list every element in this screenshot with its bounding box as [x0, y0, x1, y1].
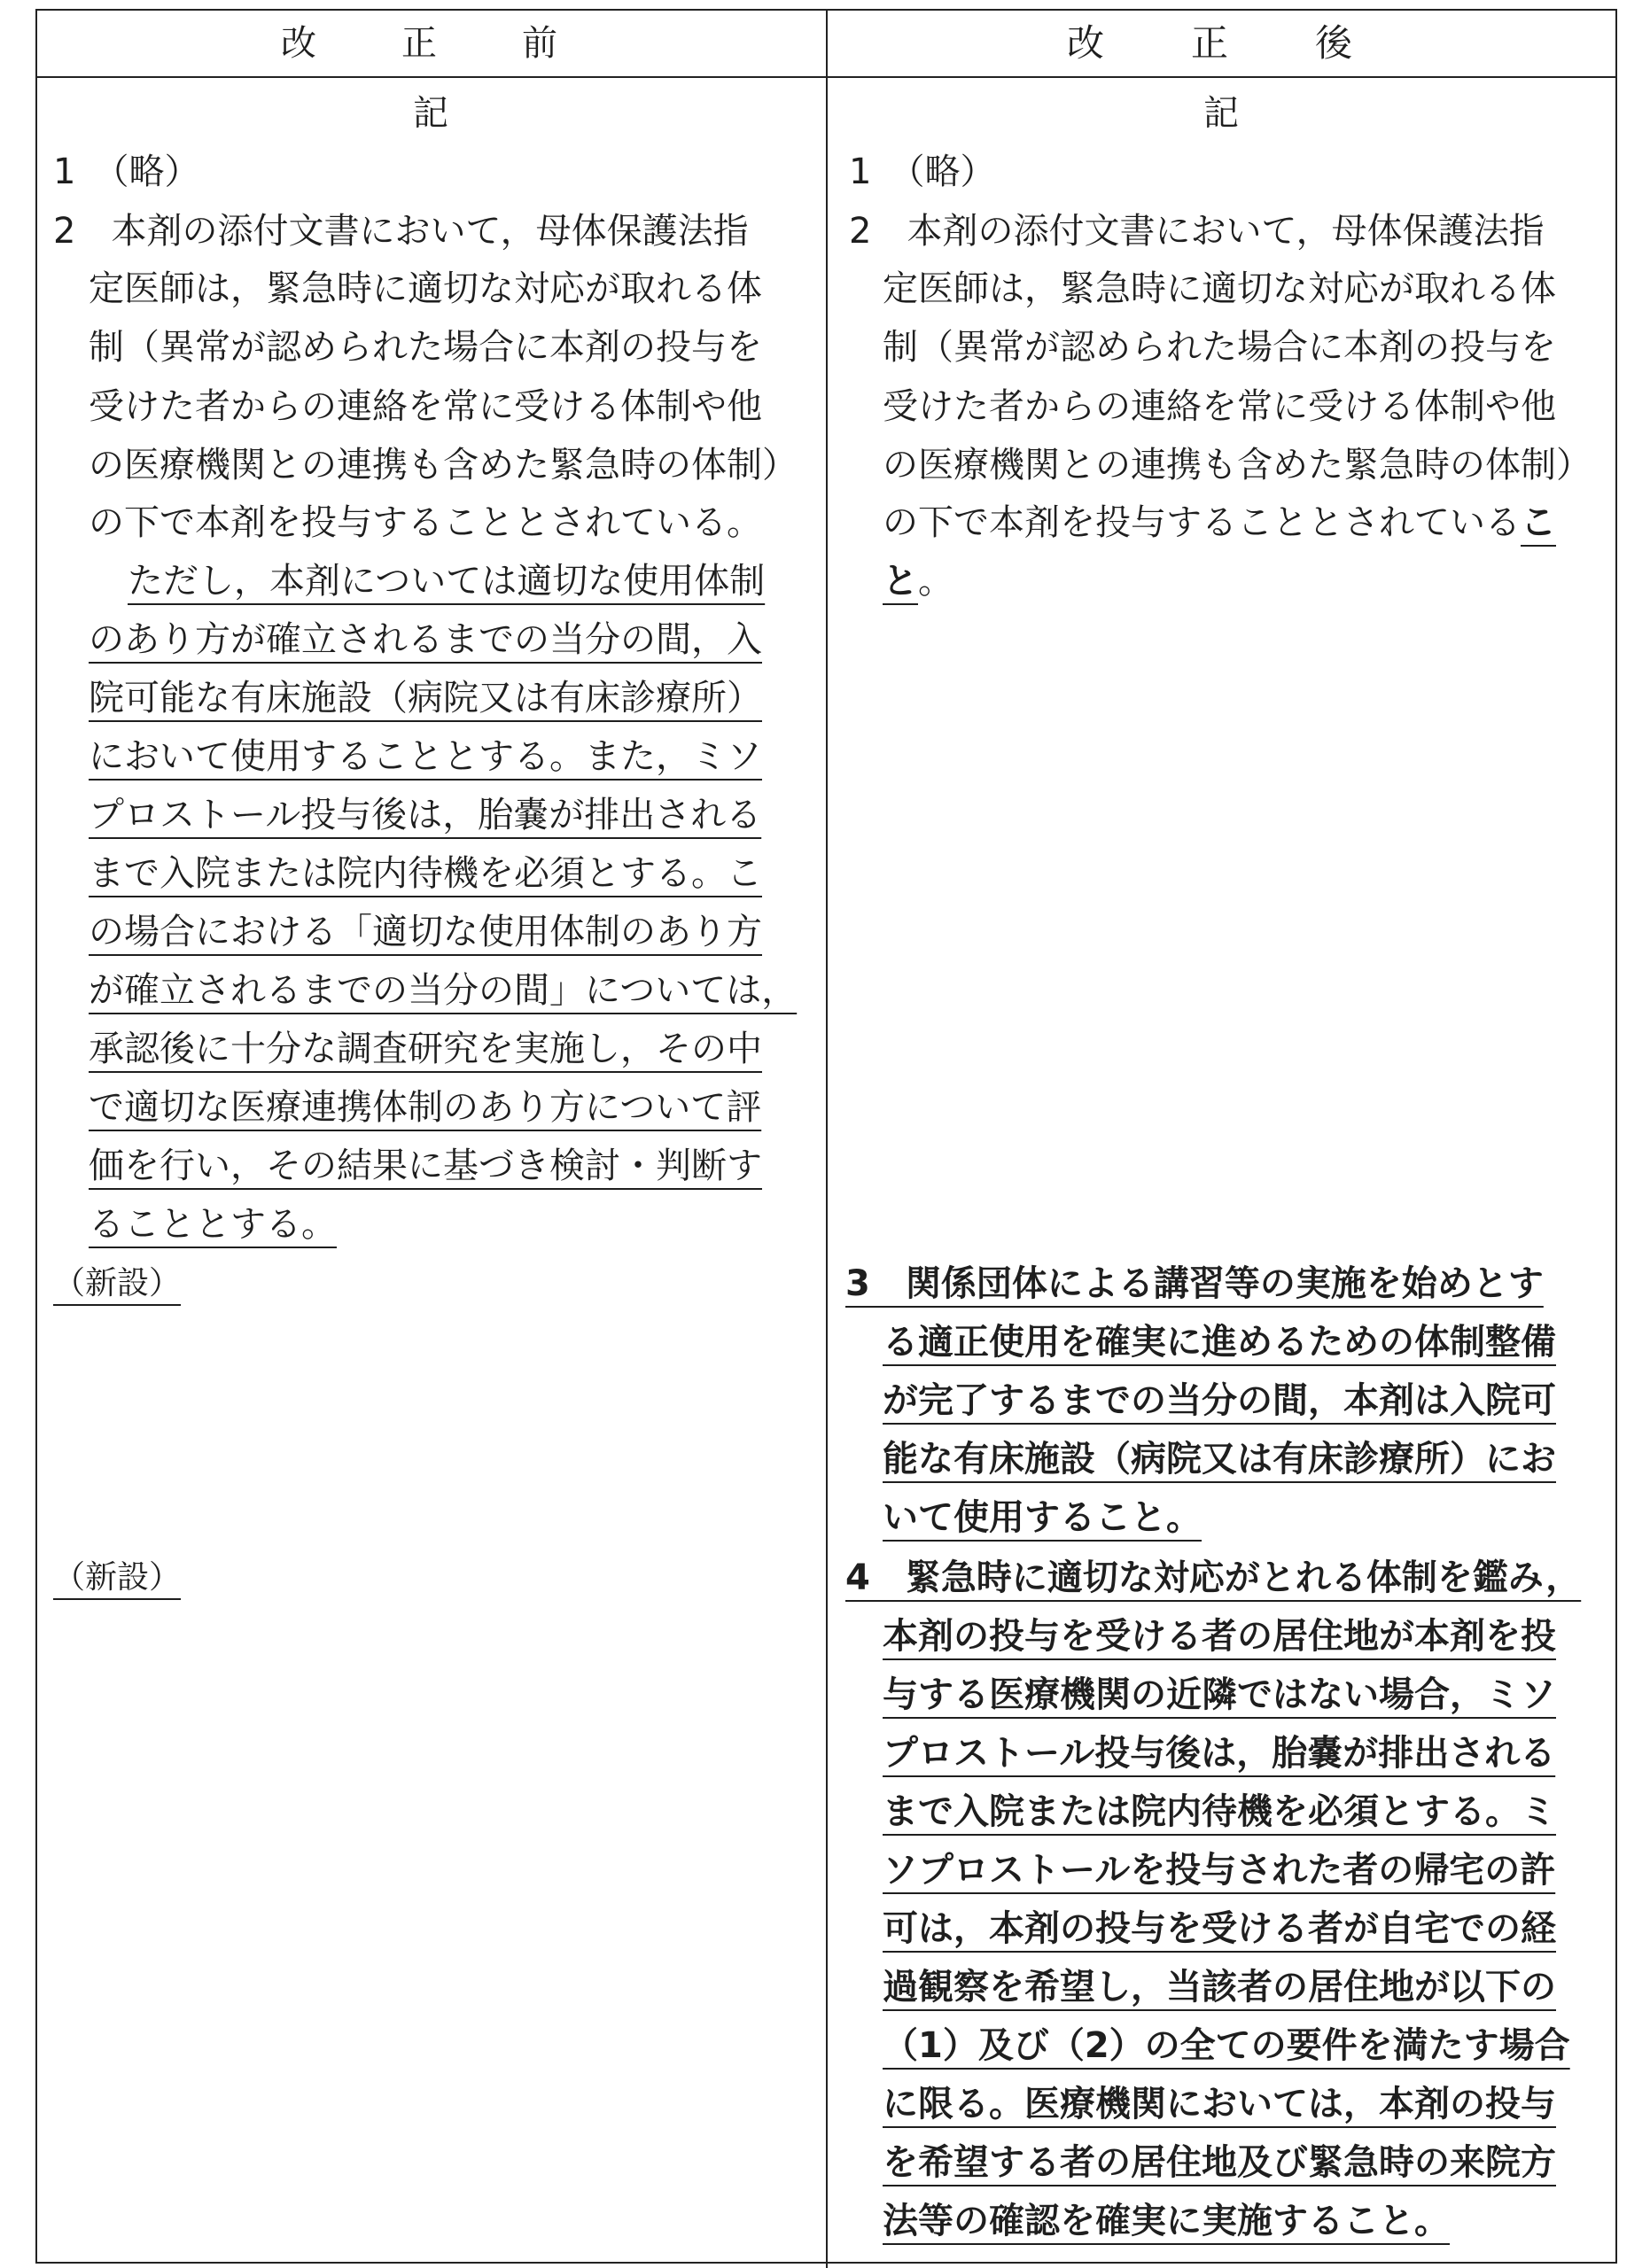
before-item2-line: 定医師は，緊急時に適切な対応が取れる体: [89, 268, 762, 309]
header-before: 改 正 前: [281, 23, 582, 64]
before-new-item4: （新設）: [53, 1559, 182, 1596]
before-proviso-line: ることとする。: [89, 1204, 337, 1245]
before-new-item3: （新設）: [53, 1265, 182, 1301]
after-item2-line: の医療機関との連携も含めた緊急時の体制）: [883, 445, 1592, 485]
after-item2-last-ul: こ: [1521, 502, 1556, 543]
header-after: 改 正 後: [1066, 21, 1377, 65]
before-item2-line: の下で本剤を投与することとされている。: [89, 502, 762, 543]
before-proviso-line: で適切な医療連携体制のあり方について評: [89, 1087, 762, 1128]
after-item2-line: 定医師は，緊急時に適切な対応が取れる体: [883, 268, 1556, 309]
after-item4-line: 4 緊急時に適切な対応がとれる体制を鑑み，: [845, 1557, 1582, 1598]
before-proviso-line: のあり方が確立されるまでの当分の間，入: [89, 619, 762, 660]
after-item4-line: に限る。医療機関においては，本剤の投与: [883, 2084, 1556, 2124]
after-item2-line: 制（異常が認められた場合に本剤の投与を: [883, 327, 1556, 368]
after-item2-tail-line: [883, 555, 953, 607]
header-divider: [35, 76, 1617, 78]
after-item4-line: を希望する者の居住地及び緊急時の来院方: [883, 2142, 1556, 2183]
after-ki: 記: [1203, 93, 1239, 134]
after-item2-line: 受けた者からの連絡を常に受ける体制や他: [883, 386, 1556, 427]
after-item3-line: が完了するまでの当分の間，本剤は入院可: [883, 1380, 1556, 1421]
after-item2-tail-ul: と: [883, 561, 918, 602]
after-item4-line: 法等の確認を確実に実施すること。: [883, 2201, 1450, 2241]
after-item2-line: 2 本剤の添付文書において，母体保護法指: [849, 211, 1545, 252]
before-ki: 記: [413, 93, 448, 134]
after-item4-line: プロストール投与後は，胎嚢が排出される: [883, 1733, 1556, 1774]
before-item2-line: 受けた者からの連絡を常に受ける体制や他: [89, 386, 762, 427]
before-proviso-line: の場合における「適切な使用体制のあり方: [89, 912, 762, 952]
before-proviso-line: 承認後に十分な調査研究を実施し，その中: [89, 1029, 762, 1069]
before-item2-line: の医療機関との連携も含めた緊急時の体制）: [89, 445, 798, 485]
after-item4-line: ソプロストールを投与された者の帰宅の許: [883, 1850, 1556, 1891]
before-proviso-line: ただし，本剤については適切な使用体制: [128, 561, 766, 602]
after-item3-line: いて使用すること。: [883, 1497, 1202, 1538]
before-item2-line: 2 本剤の添付文書において，母体保護法指: [53, 211, 749, 252]
before-item2-line: 制（異常が認められた場合に本剤の投与を: [89, 327, 762, 368]
after-item3-line: 3 関係団体による講習等の実施を始めとす: [845, 1263, 1544, 1304]
after-item2-last-plain: の下で本剤を投与することとされている: [883, 502, 1521, 543]
after-item4-line: 与する医療機関の近隣ではない場合，ミソ: [883, 1674, 1556, 1715]
before-proviso-line: 院可能な有床施設（病院又は有床診療所）: [89, 678, 762, 718]
column-divider: [826, 9, 828, 2268]
before-proviso-line: プロストール投与後は，胎嚢が排出される: [89, 795, 762, 835]
after-item4-line: 本剤の投与を受ける者の居住地が本剤を投: [883, 1616, 1556, 1657]
after-item2-tail-plain: 。: [918, 561, 953, 602]
before-proviso-line: まで入院または院内待機を必須とする。こ: [89, 853, 762, 894]
before-proviso-line: が確立されるまでの当分の間」については，: [89, 970, 798, 1011]
after-item4-line: まで入院または院内待機を必須とする。ミ: [883, 1791, 1556, 1832]
before-proviso-line: 価を行い，その結果に基づき検討・判断す: [89, 1146, 762, 1186]
before-proviso-line: において使用することとする。また，ミソ: [89, 736, 762, 777]
after-item3-line: る適正使用を確実に進めるための体制整備: [883, 1322, 1556, 1363]
after-item4-line: 過観察を希望し，当該者の居住地が以下の: [883, 1967, 1556, 2008]
after-item4-line: （1）及び（2）の全ての要件を満たす場合: [883, 2025, 1570, 2066]
after-item4-line: 可は，本剤の投与を受ける者が自宅での経: [883, 1908, 1556, 1949]
after-item1: 1 （略）: [849, 151, 996, 192]
after-item3-line: 能な有床施設（病院又は有床診療所）にお: [883, 1439, 1556, 1480]
before-item1: 1 （略）: [53, 151, 200, 192]
after-item2-last-line: [883, 497, 1556, 548]
